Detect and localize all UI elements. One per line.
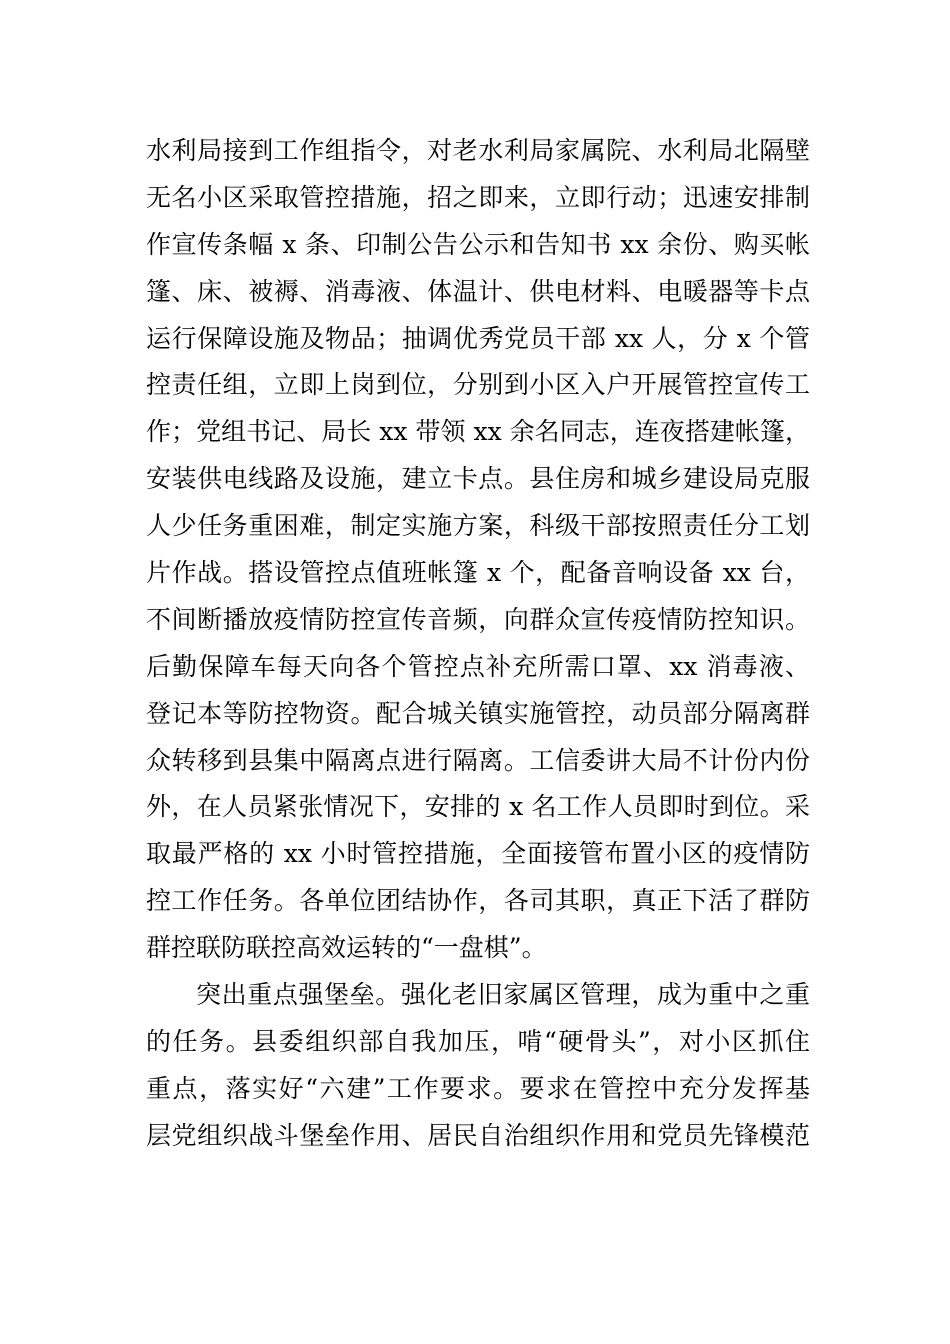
text-line: 后勤保障车每天向各个管控点补充所需口罩、xx 消毒液、 — [146, 651, 810, 681]
text-line: 作；党组书记、局长 xx 带领 xx 余名同志，连夜搭建帐篷， — [146, 417, 810, 447]
text-line: 控工作任务。各单位团结协作，各司其职，真正下活了群防 — [146, 886, 810, 916]
body-text — [146, 128, 810, 1160]
text-line: 层党组织战斗堡垒作用、居民自治组织作用和党员先锋模范 — [146, 1120, 810, 1150]
text-line: 的任务。县委组织部自我加压，啃“硬骨头”，对小区抓住 — [146, 1026, 810, 1056]
paragraph-start-line: 突出重点强堡垒。强化老旧家属区管理，成为重中之重 — [196, 980, 810, 1010]
text-line: 外，在人员紧张情况下，安排的 x 名工作人员即时到位。采 — [146, 792, 810, 822]
text-line: 片作战。搭设管控点值班帐篷 x 个，配备音响设备 xx 台， — [146, 558, 810, 588]
text-line: 众转移到县集中隔离点进行隔离。工信委讲大局不计份内份 — [146, 745, 810, 775]
text-line: 登记本等防控物资。配合城关镇实施管控，动员部分隔离群 — [146, 698, 810, 728]
text-line: 人少任务重困难，制定实施方案，科级干部按照责任分工划 — [146, 511, 810, 541]
paragraph-end-line: 群控联防联控高效运转的“一盘棋”。 — [146, 933, 547, 963]
text-line: 安装供电线路及设施，建立卡点。县住房和城乡建设局克服 — [146, 464, 810, 494]
text-line: 取最严格的 xx 小时管控措施，全面接管布置小区的疫情防 — [146, 839, 810, 869]
text-line: 作宣传条幅 x 条、印制公告公示和告知书 xx 余份、购买帐 — [146, 229, 810, 259]
text-line: 无名小区采取管控措施，招之即来，立即行动；迅速安排制 — [146, 182, 810, 212]
text-line: 重点，落实好“六建”工作要求。要求在管控中充分发挥基 — [146, 1073, 810, 1103]
text-line: 水利局接到工作组指令，对老水利局家属院、水利局北隔壁 — [146, 136, 810, 165]
text-line: 运行保障设施及物品；抽调优秀党员干部 xx 人，分 x 个管 — [146, 323, 810, 353]
text-line: 篷、床、被褥、消毒液、体温计、供电材料、电暖器等卡点 — [146, 276, 810, 306]
text-line: 控责任组，立即上岗到位，分别到小区入户开展管控宣传工 — [146, 370, 810, 400]
text-line: 不间断播放疫情防控宣传音频，向群众宣传疫情防控知识。 — [146, 604, 810, 634]
